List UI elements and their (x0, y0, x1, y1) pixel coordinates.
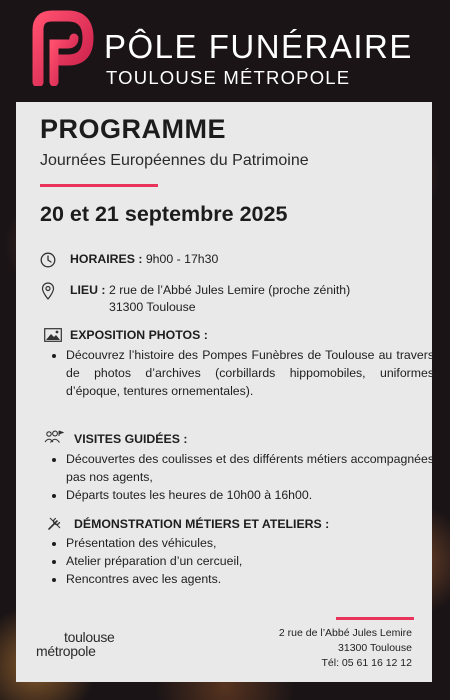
visites-list (46, 451, 434, 504)
hours-label: HORAIRES : (70, 252, 143, 266)
header (0, 0, 450, 96)
visites-title: VISITES GUIDÉES : (74, 432, 188, 446)
logo-line1: toulouse (64, 629, 115, 645)
list-item: • Atelier préparation d’un cercueil, (66, 553, 434, 571)
program-subtitle: Journées Européennes du Patrimoine (40, 152, 309, 169)
list-item: • Départs toutes les heures de 10h00 à 16h00. (66, 487, 434, 505)
list-item: • Rencontres avec les agents. (66, 571, 434, 589)
clock-icon (40, 252, 56, 268)
location-line1: 2 rue de l’Abbé Jules Lemire (proche zénith) (108, 283, 351, 297)
list-item: • Découvertes des coulisses et des différents métiers accompagnées pas nos agents, (66, 451, 434, 487)
map-pin-icon (41, 282, 55, 300)
location-line2: 31300 Toulouse (109, 300, 196, 314)
list-item: • Découvrez l’histoire des Pompes Funèbres de Toulouse au travers de photos d’archives (corbillards hippomobiles, uniformes d’époque, tentures ornementales). (66, 347, 434, 400)
group-icon (44, 430, 64, 444)
hours-value: 9h00 - 17h30 (145, 252, 219, 266)
logo-line2: métropole (36, 643, 96, 659)
expo-list (46, 347, 434, 400)
program-card (16, 102, 432, 682)
address-line1: 2 rue de l’Abbé Jules Lemire (278, 627, 412, 639)
event-dates: 20 et 21 septembre 2025 (40, 202, 288, 226)
footer-address (279, 626, 412, 671)
brand-title: PÔLE FUNÉRAIRE (104, 28, 413, 65)
phone: Tél: 05 61 16 12 12 (321, 657, 412, 669)
location-label: LIEU : (70, 283, 106, 297)
expo-title: EXPOSITION PHOTOS : (70, 328, 208, 342)
list-item: • Présentation des véhicules, (66, 535, 434, 553)
accent-divider (40, 184, 158, 187)
hours-row (70, 251, 218, 268)
demo-title: DÉMONSTRATION MÉTIERS ET ATELIERS : (74, 517, 330, 531)
program-title: PROGRAMME (40, 114, 226, 144)
toulouse-metropole-logo (36, 630, 115, 658)
brand-subtitle: TOULOUSE MÉTROPOLE (106, 67, 351, 88)
pf-monogram-logo (32, 10, 94, 86)
demo-list (46, 535, 434, 588)
footer-accent-divider (336, 617, 414, 620)
tools-icon (47, 515, 63, 531)
address-line2: 31300 Toulouse (338, 642, 412, 654)
photo-icon (44, 328, 62, 342)
location-row (70, 282, 410, 316)
